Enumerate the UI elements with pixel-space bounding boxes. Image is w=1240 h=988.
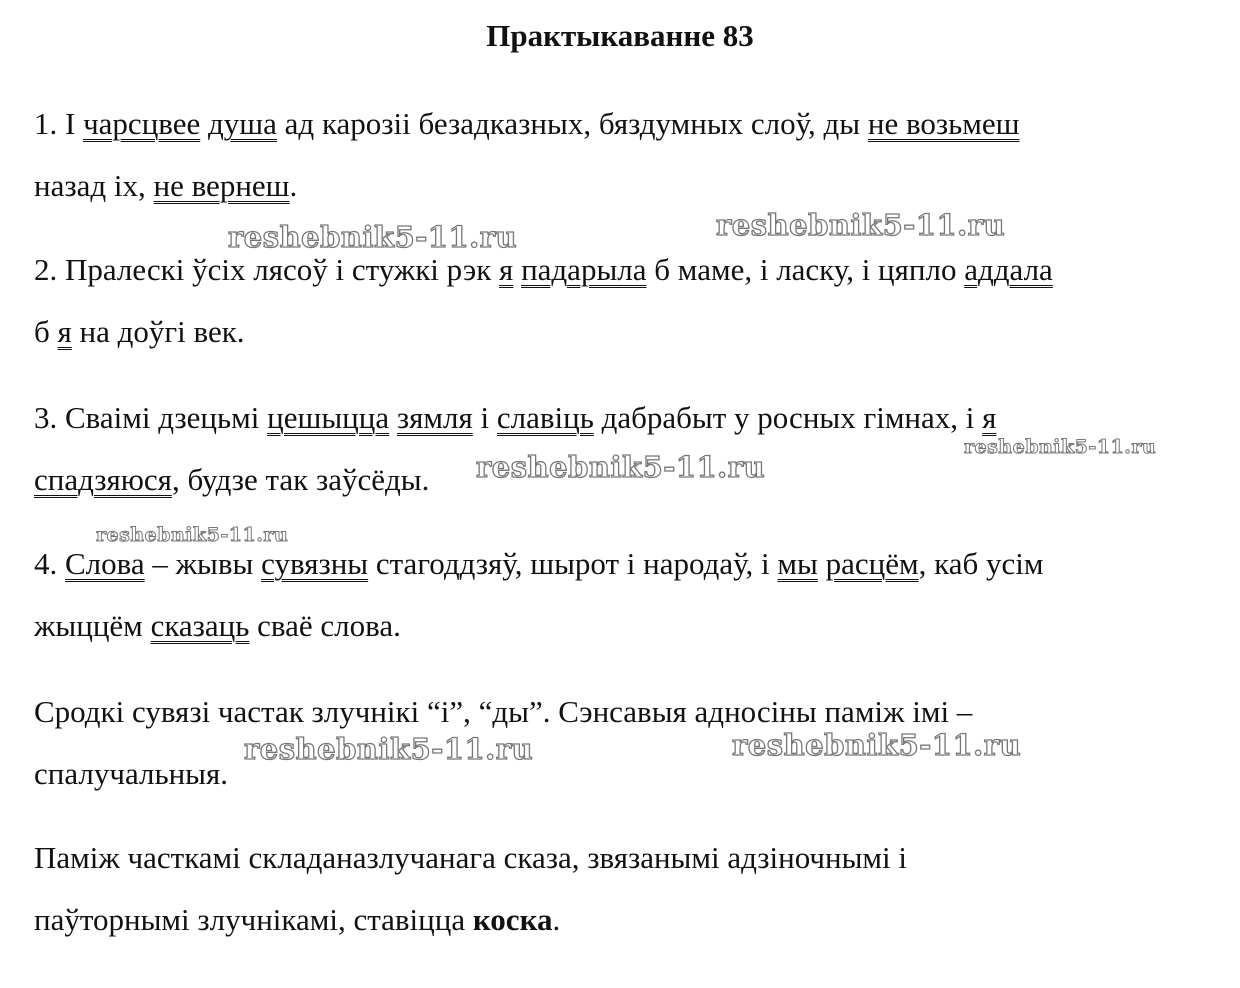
watermark: reshebnik5-11.ru xyxy=(964,436,1157,458)
watermark: reshebnik5-11.ru xyxy=(476,450,766,484)
underlined-word: аддала xyxy=(964,252,1053,287)
underlined-word: не возьмеш xyxy=(867,106,1020,141)
underlined-word: цешыцца xyxy=(267,400,390,435)
sentence-3-line-1: 3. Сваімі дзецьмі цешыцца зямля і славіць дабрабыт у росных гімнах, і я xyxy=(34,400,997,435)
watermark: reshebnik5-11.ru xyxy=(716,208,1006,242)
underlined-word: славіць xyxy=(496,400,594,435)
watermark: reshebnik5-11.ru xyxy=(96,524,289,546)
underlined-word: чарсцвее xyxy=(83,106,201,141)
underlined-word: душа xyxy=(208,106,277,141)
underlined-word: сказаць xyxy=(150,608,250,643)
underlined-word: я xyxy=(982,400,997,435)
sentence-4-line-1: 4. Слова – жывы сувязны стагоддзяў, шырот і народаў, і мы расцём, каб усім xyxy=(34,546,1044,581)
watermark: reshebnik5-11.ru xyxy=(228,220,518,254)
underlined-word: я xyxy=(57,314,72,349)
sentence-4-line-2: жыццём сказаць сваё слова. xyxy=(34,608,401,643)
sentence-1-line-1: 1. І чарсцвее душа ад карозіі безадказных, бяздумных слоў, ды не возьмеш xyxy=(34,106,1020,141)
underlined-word: спадзяюся xyxy=(34,462,172,497)
sentence-2-line-1: 2. Пралескі ўсіх лясоў і стужкі рэк я падарыла б маме, і ласку, і цяпло аддала xyxy=(34,252,1053,287)
sentence-2-line-2: б я на доўгі век. xyxy=(34,314,245,349)
sentence-3-line-2: спадзяюся, будзе так заўсёды. xyxy=(34,462,430,497)
underlined-word: я xyxy=(499,252,514,287)
bold-word: коска xyxy=(472,902,553,937)
note-1-line-2: спалучальныя. xyxy=(34,756,229,791)
note-2-line-1: Паміж часткамі складаназлучанага сказа, звязанымі адзіночнымі і xyxy=(34,840,908,875)
page-title: Практыкаванне 83 xyxy=(486,18,754,53)
underlined-word: Слова xyxy=(65,546,145,581)
underlined-word: расцём xyxy=(825,546,919,581)
sentence-1-line-2: назад іх, не вернеш. xyxy=(34,168,298,203)
note-2-line-2: паўторнымі злучнікамі, ставіцца коска. xyxy=(34,902,561,937)
underlined-word: не вернеш xyxy=(153,168,290,203)
underlined-word: падарыла xyxy=(521,252,647,287)
underlined-word: сувязны xyxy=(261,546,369,581)
watermark: reshebnik5-11.ru xyxy=(244,732,534,766)
underlined-word: мы xyxy=(777,546,818,581)
underlined-word: зямля xyxy=(396,400,473,435)
watermark: reshebnik5-11.ru xyxy=(732,728,1022,762)
note-1-line-1: Сродкі сувязі частак злучнікі “і”, “ды”. Сэнсавыя адносіны паміж імі – xyxy=(34,694,973,729)
